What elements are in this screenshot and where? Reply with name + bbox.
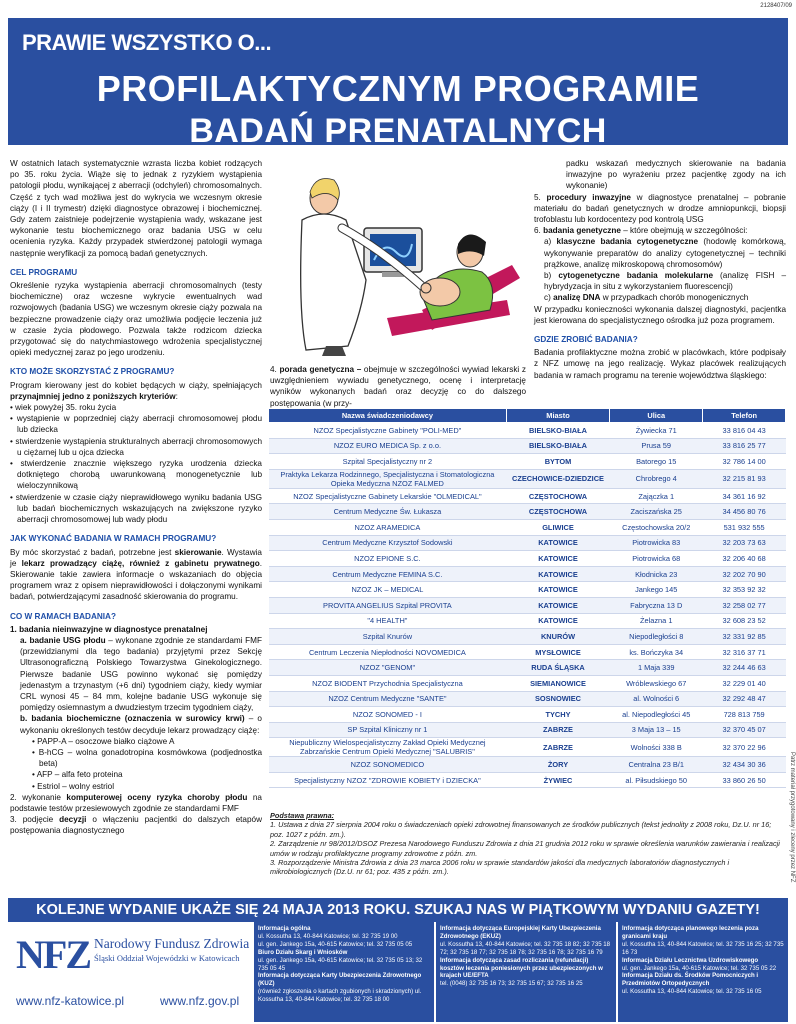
consult-continuation: padku wskazań medycznych skierowanie na badania inwazyjne po wyrażeniu przez pacjentkę zgody na ich wykonanie) [566, 159, 786, 191]
info-entry-title: Informacja dotycząca planowego leczenia poza granicami kraju [622, 925, 759, 940]
phone-cell: 32 203 73 63 [703, 535, 786, 551]
city-cell: ZABRZE [506, 722, 609, 738]
city-cell: RUDA ŚLĄSKA [506, 660, 609, 676]
table-row [269, 660, 786, 676]
city-cell: SOSNOWIEC [506, 691, 609, 707]
table-row [269, 644, 786, 660]
link-nfz-gov[interactable]: www.nfz.gov.pl [160, 994, 240, 1008]
provider-cell: NZOZ BIODENT Przychodnia Specjalistyczna [269, 675, 507, 691]
column-header: Miasto [506, 409, 609, 423]
info-entry-title: Informacja Działu Lecznictwa Uzdrowiskowego [622, 956, 759, 964]
street-cell: Wróblewskiego 67 [610, 675, 703, 691]
info-entry-title: Informacja Działu ds. Środków Pomocniczych i Przedmiotów Ortopedycznych [622, 972, 759, 988]
provider-cell: NZOZ Specjalistyczne Gabinety "POLI-MED" [269, 423, 507, 439]
info-entry-text: ul. gen. Jankego 15a, 40-615 Katowice; tel. 32 735 05 13; 32 735 05 45 [258, 956, 423, 972]
table-row [269, 423, 786, 439]
legal-heading: Podstawa prawna: [270, 811, 335, 820]
list-item: • stwierdzenie znacznie większego ryzyka urodzenia dziecka dotkniętego chorobą uwarunkowaną monogenetycznie lub wieloczynnikową [10, 459, 262, 491]
city-cell: KATOWICE [506, 597, 609, 613]
provider-cell: NZOZ SONOMEDICO [269, 757, 507, 773]
scope-item-6c: c) analizę DNA w przypadkach chorób monogenicznych [544, 293, 749, 303]
phone-cell: 34 361 16 92 [703, 488, 786, 504]
section-heading-how: JAK WYKONAĆ BADANIA W RAMACH PROGRAMU? [10, 534, 217, 544]
scope-item-1: 1. badania nieinwazyjne w diagnostyce prenatalnej [10, 624, 208, 634]
info-entry-text: ul. gen. Jankego 15a, 40-615 Katowice; tel. 32 735 05 22 [622, 964, 777, 972]
info-entry [622, 925, 784, 957]
table-row [269, 613, 786, 629]
link-nfz-katowice[interactable]: www.nfz-katowice.pl [16, 994, 125, 1008]
city-cell: BIELSKO-BIAŁA [506, 423, 609, 439]
phone-cell: 32 244 46 63 [703, 660, 786, 676]
info-entry-text: ul. Kossutha 13, 40-844 Katowice; tel. 32 735 19 00 [258, 932, 398, 940]
phone-cell: 32 370 45 07 [703, 722, 786, 738]
column-header: Telefon [703, 409, 786, 423]
info-entry-text: ul. gen. Jankego 15a, 40-615 Katowice; tel. 32 735 05 05 [258, 940, 413, 948]
provider-cell: NZOZ Centrum Medyczne "SANTE" [269, 691, 507, 707]
provider-cell: Szpital Specjalistyczny nr 2 [269, 454, 507, 470]
header-banner [8, 18, 788, 150]
intro-paragraph: W ostatnich latach systematycznie wzrasta liczba kobiet rodzących po 35. roku życia. Wiąże się to jednak z ryzykiem wystąpienia patologii płodu, wynikającej z aberracji (odchyleń) chromosomalnych. Część z tych wad możliwa jest do wykrycia we wczesnym okresie ciąży (I i II trymestr) dzięki diagnostyce obrazowej i biochemicznej. Gdy zatem zaistnieje podejrzenie wystąpienia wady, wskazane jest wykonanie testu biochemicznego oraz badania USG w celu ocenienia ryzyka. Każdy przypadek stwierdzonej patologii wymaga następnie weryfikacji za pomocą badań genetycznych. [10, 159, 262, 258]
info-entry-title: Informacja ogólna [258, 925, 311, 932]
info-entry [258, 972, 430, 1004]
table-header-row [269, 409, 786, 423]
column-header: Ulica [610, 409, 703, 423]
further-diagnostics-paragraph: W przypadku konieczności wykonania dalszej diagnostyki, pacjentka jest kierowana do specjalistycznego ośrodka już poza programem. [534, 304, 786, 325]
table-row [269, 738, 786, 757]
left-column [10, 158, 262, 837]
provider-cell: PROVITA ANGELIUS Szpital PROVITA [269, 597, 507, 613]
info-entry [258, 949, 430, 973]
nfz-logo-block [8, 922, 252, 1022]
legal-item: 2. Zarządzenie nr 98/2012/DSOZ Prezesa Narodowego Funduszu Zdrowia z dnia 21 grudnia 2012 roku w sprawie określenia warunków zawierania i realizacji umów w rodzaju profilaktyczne programy zdrowotne z późn. zm. [270, 839, 780, 858]
phone-cell: 32 206 40 68 [703, 551, 786, 567]
scope-item-1b: b. badania biochemiczne (oznaczenia w surowicy krwi) – o wykonaniu określonych testów decyduje lekarz prowadzący ciążę: [20, 714, 262, 735]
street-cell: Częstochowska 20/2 [610, 519, 703, 535]
info-block-2 [436, 922, 616, 1022]
scope-item-6a: a) klasyczne badania cytogenetyczne (hodowlę komórkową, wykonywanie preparatów do analizy cytogenetycznej – techniki prążkowe, analizę mikroskopową chromosomów) [544, 237, 786, 269]
legal-item: 1. Ustawa z dnia 27 sierpnia 2004 roku o świadczeniach opieki zdrowotnej finansowanych ze środków publicznych (tekst jednolity z 2008 roku, Dz.U. nr 16; poz. 1027 z późn. zm.). [270, 820, 772, 839]
city-cell: KATOWICE [506, 535, 609, 551]
info-entry [622, 957, 784, 973]
city-cell: KATOWICE [506, 551, 609, 567]
phone-cell: 32 608 23 52 [703, 613, 786, 629]
column-header: Nazwa świadczeniodawcy [269, 409, 507, 423]
header-kicker: PRAWIE WSZYSTKO O... [22, 30, 272, 55]
legal-item: 3. Rozporządzenie Ministra Zdrowia z dnia 23 marca 2006 roku w sprawie standardów jakości dla medycznych laboratoriów diagnostycznych i mikrobiologicznych (Dz.U. nr 61; poz. 435 z późn. zm.). [270, 858, 730, 877]
table-row [269, 691, 786, 707]
info-entry [258, 925, 430, 941]
city-cell: SIEMIANOWICE [506, 675, 609, 691]
eligibility-paragraph: Program kierowany jest do kobiet będących w ciąży, spełniających przynajmniej jedno z poniższych kryteriów: [10, 380, 262, 401]
org-name: Narodowy Fundusz Zdrowia [94, 936, 250, 951]
city-cell: KNURÓW [506, 629, 609, 645]
city-cell: ŻYWIEC [506, 772, 609, 788]
list-item: • stwierdzenie wystąpienia strukturalnych aberracji chromosomowych u ciężarnej lub u ojca dziecka [10, 436, 262, 457]
ultrasound-illustration [272, 160, 522, 360]
city-cell: MYSŁOWICE [506, 644, 609, 660]
info-entry-text: tel. (0048) 32 735 16 73; 32 735 15 67; 32 735 16 25 [440, 980, 583, 988]
table-row [269, 757, 786, 773]
footer-links [16, 994, 248, 1008]
provider-cell: Szpital Knurów [269, 629, 507, 645]
info-entry-title: Biuro Działu Skarg i Wniosków [258, 948, 348, 956]
street-cell: Prusa 59 [610, 438, 703, 454]
phone-cell: 33 816 04 43 [703, 423, 786, 439]
nfz-logo: NFZ [16, 932, 90, 977]
info-entry-title: Informacja dotycząca Europejskiej Karty Ubezpieczenia Zdrowotnego (EKUZ) [440, 925, 601, 940]
provider-cell: SP Szpital Kliniczny nr 1 [269, 722, 507, 738]
street-cell: Żywiecka 71 [610, 423, 703, 439]
table-row [269, 488, 786, 504]
city-cell: GLIWICE [506, 519, 609, 535]
street-cell: Zaciszańska 25 [610, 504, 703, 520]
city-cell: CZECHOWICE-DZIEDZICE [506, 469, 609, 488]
page-title-line2: BADAŃ PRENATALNYCH [189, 112, 607, 150]
phone-cell: 728 813 759 [703, 707, 786, 723]
provider-cell: Centrum Medyczne Św. Łukasza [269, 504, 507, 520]
legal-basis [270, 811, 786, 877]
where-paragraph: Badania profilaktyczne można zrobić w placówkach, które podpisały z NFZ umowę na jego realizację. Wykaz placówek realizujących badania w ramach programu na terenie województwa śląskiego: [534, 348, 786, 380]
phone-cell: 32 258 02 77 [703, 597, 786, 613]
facilities-table [268, 408, 786, 788]
phone-cell: 32 316 37 71 [703, 644, 786, 660]
city-cell: KATOWICE [506, 613, 609, 629]
phone-cell: 32 229 01 40 [703, 675, 786, 691]
street-cell: Chrobrego 4 [610, 469, 703, 488]
phone-cell: 531 932 555 [703, 519, 786, 535]
right-column [534, 158, 786, 381]
page-title-line1: PROFILAKTYCZNYM PROGRAMIE [96, 68, 700, 109]
city-cell: BYTOM [506, 454, 609, 470]
table-row [269, 519, 786, 535]
table-row [269, 582, 786, 598]
info-entry [622, 972, 784, 996]
side-note: Patrz materiał przygotowany i zleceny przez NFZ [789, 752, 795, 883]
street-cell: Jankego 145 [610, 582, 703, 598]
list-item: • B-hCG – wolna gonadotropina kosmówkowa (podjednostka beta) [32, 747, 262, 769]
street-cell: Kłodnicka 23 [610, 566, 703, 582]
table-row [269, 629, 786, 645]
city-cell: CZĘSTOCHOWA [506, 504, 609, 520]
info-entry [440, 957, 612, 989]
street-cell: al. Piłsudskiego 50 [610, 772, 703, 788]
section-heading-goal: CEL PROGRAMU [10, 267, 78, 277]
footer [8, 922, 788, 1022]
list-item: • AFP – alfa feto proteina [32, 770, 123, 780]
phone-cell: 32 434 30 36 [703, 757, 786, 773]
table-row [269, 504, 786, 520]
info-entry [440, 925, 612, 957]
phone-cell: 32 292 48 47 [703, 691, 786, 707]
phone-cell: 33 816 25 77 [703, 438, 786, 454]
table-row [269, 566, 786, 582]
provider-cell: NZOZ "GENOM" [269, 660, 507, 676]
provider-cell: NZOZ Specjalistyczne Gabinety Lekarskie "OLMEDICAL" [269, 488, 507, 504]
list-item: • wiek powyżej 35. roku życia [10, 403, 117, 413]
list-item: • wystąpienie w poprzedniej ciąży aberracji chromosomowej płodu lub dziecka [10, 414, 262, 435]
street-cell: Niepodległości 8 [610, 629, 703, 645]
scope-item-5: 5. procedury inwazyjne w diagnostyce prenatalnej – pobranie materiału do badań genetycznych w drodze amniopunkcji, biopsji trofoblastu lub kordocentezy pod kontrolą USG [534, 192, 786, 225]
info-entry-text: ul. Kossutha 13, 40-844 Katowice; tel. 32 735 18 82; 32 735 18 72; 32 735 18 77; 32 735 18 78; 32 735 16 78; 32 735 16 79 [440, 940, 611, 956]
table-row [269, 535, 786, 551]
provider-cell: "4 HEALTH" [269, 613, 507, 629]
table-row [269, 551, 786, 567]
street-cell: Żelazna 1 [610, 613, 703, 629]
provider-cell: NZOZ SONOMED - I [269, 707, 507, 723]
city-cell: BIELSKO-BIAŁA [506, 438, 609, 454]
provider-cell: Centrum Medyczne FEMINA S.C. [269, 566, 507, 582]
list-item: • Estriol – wolny estriol [32, 781, 115, 791]
city-cell: CZĘSTOCHOWA [506, 488, 609, 504]
table-row [269, 438, 786, 454]
how-paragraph: By móc skorzystać z badań, potrzebne jest skierowanie. Wystawia je lekarz prowadzący ciążę, również z gabinetu prywatnego. Skierowanie takie zawiera informacje o wskazaniach do objęcia programem wraz z opisem nieprawidłowości i dołączonymi wynikami badań, potwierdzającymi zasadność skierowania do programu. [10, 547, 262, 602]
street-cell: Centralna 23 B/1 [610, 757, 703, 773]
phone-cell: 32 353 92 32 [703, 582, 786, 598]
info-entry-text: (również zgłoszenia o kartach zgubionych i skradzionych) ul. Kossutha 13, 40-844 Katowice; tel. 32 735 18 00 [258, 988, 422, 1004]
phone-cell: 32 370 22 96 [703, 738, 786, 757]
info-entry-title: Informacja dotycząca zasad rozliczania (refundacji) kosztów leczenia poniesionych przez ubezpieczonych w krajach UE/EFTA [440, 956, 603, 980]
city-cell: ZABRZE [506, 738, 609, 757]
section-heading-eligibility: KTO MOŻE SKORZYSTAĆ Z PROGRAMU? [10, 367, 175, 377]
provider-cell: NZOZ EURO MEDICA Sp. z o.o. [269, 438, 507, 454]
list-item: • stwierdzenie w czasie ciąży nieprawidłowego wyniku badania USG lub badań biochemicznych wskazujących na zwiększone ryzyko aberracji chromosomowej lub wady płodu [10, 492, 262, 525]
provider-cell: Praktyka Lekarza Rodzinnego, Specjalistyczna i Stomatologiczna Opieka Medyczna NZOZ FALMED [269, 469, 507, 488]
street-cell: Zajączka 1 [610, 488, 703, 504]
goal-paragraph: Określenie ryzyka wystąpienia aberracji chromosomalnych (testy biochemiczne) oraz wczesne wykrycie ewentualnych wad rozwojowych (badania USG) we wczesnym okresie ciąży pozwala na bezpieczne prowadzenie ciąży oraz umożliwia podjęcie leczenia już w czasie życia płodowego. Pozwala także rodzicom dziecka przygotować się do natychmiastowego wdrożenia specjalistycznej opieki medycznej zaraz po jego urodzeniu. [10, 281, 262, 358]
street-cell: Piotrowicka 83 [610, 535, 703, 551]
table-row [269, 772, 786, 788]
street-cell: 3 Maja 13 – 15 [610, 722, 703, 738]
genetic-consultation-paragraph: 4. porada genetyczna – obejmuje w szczególności wywiad lekarski z uwzględnieniem wywiadu genetycznego, ocenę i interpretację wyników wykonanych badań oraz decyzję co do dalszego postępowania (w przy- [270, 365, 527, 408]
phone-cell: 32 202 70 90 [703, 566, 786, 582]
phone-cell: 33 860 26 50 [703, 772, 786, 788]
phone-cell: 32 331 92 85 [703, 629, 786, 645]
table-row [269, 469, 786, 488]
reference-number: 2128407/09 [760, 3, 792, 9]
city-cell: KATOWICE [506, 582, 609, 598]
provider-cell: NZOZ JK – MEDICAL [269, 582, 507, 598]
scope-item-6b: b) cytogenetyczne badania molekularne (analizę FISH – hybrydyzacja in situ z wykorzystaniem fluorescencji) [544, 271, 787, 292]
info-entry [258, 941, 430, 949]
scope-item-6: 6. badania genetyczne – które obejmują w szczególności: [534, 226, 748, 236]
table-row [269, 722, 786, 738]
provider-cell: Specjalistyczny NZOZ "ZDROWIE KOBIETY i DZIECKA" [269, 772, 507, 788]
street-cell: Wolności 338 B [610, 738, 703, 757]
list-item: • PAPP-A – osoczowe białko ciążowe A [32, 736, 175, 746]
info-entry-title: Informacja dotycząca Karty Ubezpieczenia Zdrowotnego (KUZ) [258, 972, 422, 988]
scope-item-3: 3. podjęcie decyzji o włączeniu pacjentki do dalszych etapów postępowania diagnostycznego [10, 815, 262, 836]
info-entry-text: ul. Kossutha 13, 40-844 Katowice; tel. 32 735 16 05 [622, 988, 762, 996]
criteria-list [10, 402, 262, 525]
table-row [269, 597, 786, 613]
city-cell: ŻORY [506, 757, 609, 773]
scope-item-1a: a. badanie USG płodu – wykonane zgodnie ze standardami FMF (przewidzianymi dla tego badania) przyjętymi przez Sekcję Ultrasonograficzną Polskiego Towarzystwa Ginekologicznego. Pierwsze badanie USG powinno wykonać się pomiędzy jedenastym a trzynastym (+6 dni) tygodniem ciąży, kiedy wymiar CRL wynosi 45 – 84 mm, kolejne badanie USG wykonuje się pomiędzy osiemnastym a dwudziestym trzecim tygodniem ciąży, [20, 635, 262, 713]
branch-name: Śląski Oddział Wojewódzki w Katowicach [94, 953, 240, 963]
street-cell: al. Wolności 6 [610, 691, 703, 707]
section-heading-scope: CO W RAMACH BADANIA? [10, 611, 116, 621]
street-cell: 1 Maja 339 [610, 660, 703, 676]
section-heading-where: GDZIE ZROBIĆ BADANIA? [534, 335, 638, 345]
next-issue-banner: KOLEJNE WYDANIE UKAŻE SIĘ 24 MAJA 2013 ROKU. SZUKAJ NAS W PIĄTKOWYM WYDANIU GAZETY! [8, 898, 788, 922]
info-block-1 [254, 922, 434, 1022]
city-cell: TYCHY [506, 707, 609, 723]
markers-list [10, 736, 262, 792]
table-row [269, 675, 786, 691]
facilities-table-body [269, 423, 786, 788]
street-cell: Piotrowicka 68 [610, 551, 703, 567]
info-block-3 [618, 922, 788, 1022]
phone-cell: 32 215 81 93 [703, 469, 786, 488]
phone-cell: 32 786 14 00 [703, 454, 786, 470]
provider-cell: Niepubliczny Wielospecjalistyczny Zakład Opieki Medycznej Zabrzańskie Centrum Opieki Medycznej "SALUBRIS" [269, 738, 507, 757]
scope-item-2: 2. wykonanie komputerowej oceny ryzyka choroby płodu na podstawie testów przesiewowych zgodnie ze standardami FMF [10, 792, 262, 813]
provider-cell: NZOZ ARAMEDICA [269, 519, 507, 535]
table-row [269, 454, 786, 470]
street-cell: Batorego 15 [610, 454, 703, 470]
provider-cell: Centrum Leczenia Niepłodności NOVOMEDICA [269, 644, 507, 660]
table-row [269, 707, 786, 723]
provider-cell: NZOZ EPIONE S.C. [269, 551, 507, 567]
provider-cell: Centrum Medyczne Krzysztof Sodowski [269, 535, 507, 551]
info-entry-text: ul. Kossutha 13, 40-844 Katowice; tel. 32 735 16 25; 32 735 16 73 [622, 940, 784, 956]
city-cell: KATOWICE [506, 566, 609, 582]
street-cell: Fabryczna 13 D [610, 597, 703, 613]
street-cell: ks. Bończyka 34 [610, 644, 703, 660]
phone-cell: 34 456 80 76 [703, 504, 786, 520]
street-cell: al. Niepodległości 45 [610, 707, 703, 723]
